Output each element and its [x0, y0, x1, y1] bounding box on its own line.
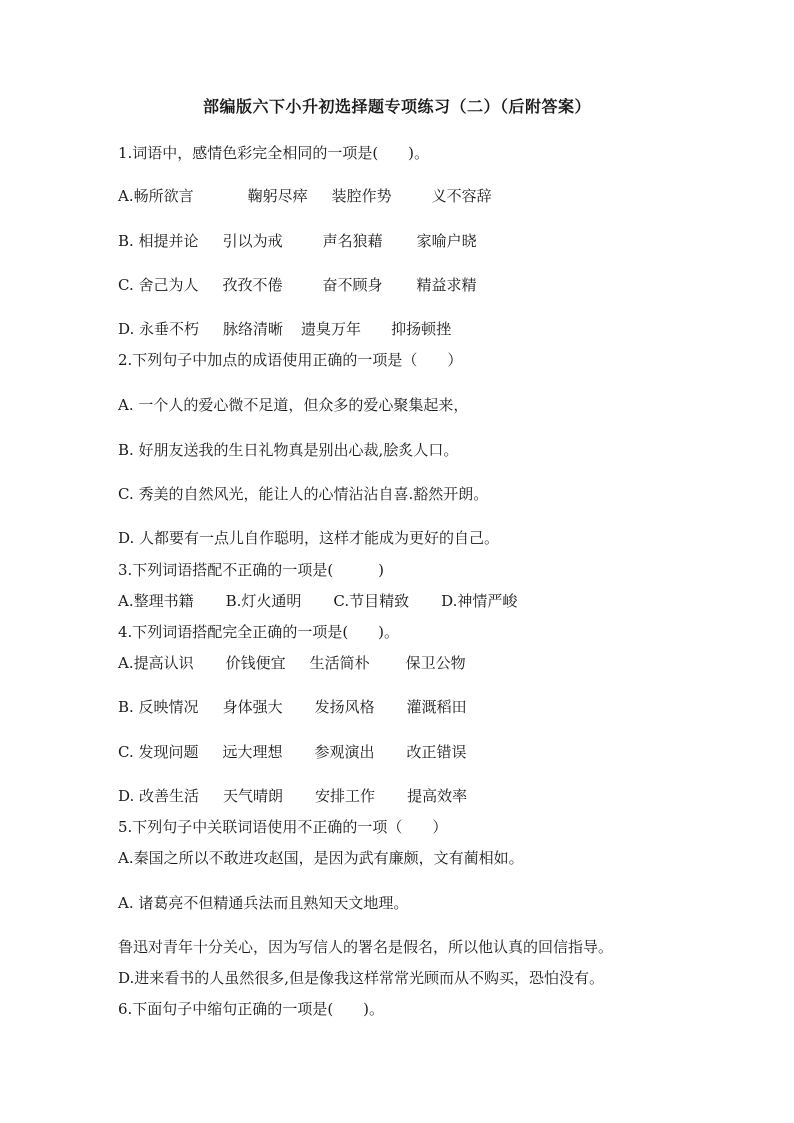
word: B. 相提并论 [118, 232, 199, 250]
question-3-options [118, 591, 517, 611]
word: 声名狼藉 [322, 232, 383, 250]
option: C.节目精致 [333, 592, 410, 610]
question-4-option-a [118, 653, 466, 673]
word: 装腔作势 [331, 187, 392, 205]
word: 精益求精 [416, 276, 477, 294]
question-1-option-d [118, 319, 451, 339]
word: D. 永垂不朽 [118, 320, 200, 338]
question-5-option-c: 鲁迅对青年十分关心，因为写信人的署名是假名，所以他认真的回信指导。 [118, 938, 614, 956]
question-2-option-c: C. 秀美的自然风光，能让人的心情沾沾自喜.豁然开朗。 [118, 485, 489, 503]
option: B.灯火通明 [225, 592, 302, 610]
word: 灌溉稻田 [406, 698, 467, 716]
word: 引以为戒 [222, 232, 283, 250]
word: A.畅所欲言 [118, 187, 194, 205]
word: 遗臭万年 [301, 320, 362, 338]
word: 脉络清晰 [223, 320, 284, 338]
word: 义不容辞 [431, 187, 492, 205]
question-4-option-d [118, 786, 467, 806]
question-1-option-b [118, 231, 477, 251]
word: 发扬风格 [314, 698, 375, 716]
question-4-option-b [118, 697, 467, 717]
word: 提高效率 [407, 787, 468, 805]
word: 家喻户晓 [416, 232, 477, 250]
question-2-stem: 2.下列句子中加点的成语使用正确的一项是（ ） [118, 351, 463, 369]
question-3-stem: 3.下列词语搭配不正确的一项是( ) [118, 561, 385, 579]
word: 生活简朴 [309, 654, 370, 672]
word: C. 发现问题 [118, 743, 199, 761]
word: 保卫公物 [405, 654, 466, 672]
word: 价钱便宜 [225, 654, 286, 672]
word: 抑扬顿挫 [391, 320, 452, 338]
word: 改正错误 [406, 743, 467, 761]
page-title: 部编版六下小升初选择题专项练习（二）（后附答案） [202, 97, 591, 116]
question-2-option-a: A. 一个人的爱心微不足道，但众多的爱心聚集起来， [118, 396, 469, 414]
word: 远大理想 [222, 743, 283, 761]
question-5-option-a: A.秦国之所以不敢进攻赵国，是因为武有廉颇，文有蔺相如。 [118, 849, 524, 867]
question-1-option-c [118, 275, 477, 295]
question-1-stem: 1.词语中，感情色彩完全相同的一项是( )。 [118, 144, 430, 162]
question-5-option-d: D.进来看书的人虽然很多,但是像我这样常常光顾而从不购买，恐怕没有。 [118, 969, 605, 987]
question-2-option-b: B. 好朋友送我的生日礼物真是别出心裁,脍炙人口。 [118, 441, 459, 459]
word: 孜孜不倦 [222, 276, 283, 294]
option: D.神情严峻 [441, 592, 518, 610]
question-4-option-c [118, 742, 467, 762]
word: C. 舍己为人 [118, 276, 199, 294]
question-6-stem: 6.下面句子中缩句正确的一项是( )。 [118, 1000, 385, 1018]
word: 天气晴朗 [223, 787, 284, 805]
word: 鞠躬尽瘁 [247, 187, 308, 205]
question-1-option-a [118, 186, 492, 206]
word: D. 改善生活 [118, 787, 200, 805]
word: 奋不顾身 [322, 276, 383, 294]
question-2-option-d: D. 人都要有一点儿自作聪明，这样才能成为更好的自己。 [118, 529, 500, 547]
option: A.整理书籍 [118, 592, 194, 610]
question-4-stem: 4.下列词语搭配完全正确的一项是( )。 [118, 623, 400, 641]
word: 安排工作 [315, 787, 376, 805]
question-5-stem: 5.下列句子中关联词语使用不正确的一项（ ） [118, 818, 448, 836]
word: 参观演出 [314, 743, 375, 761]
word: 身体强大 [222, 698, 283, 716]
word: B. 反映情况 [118, 698, 199, 716]
word: A.提高认识 [118, 654, 194, 672]
question-5-option-b: A. 诸葛亮不但精通兵法而且熟知天文地理。 [118, 894, 409, 912]
